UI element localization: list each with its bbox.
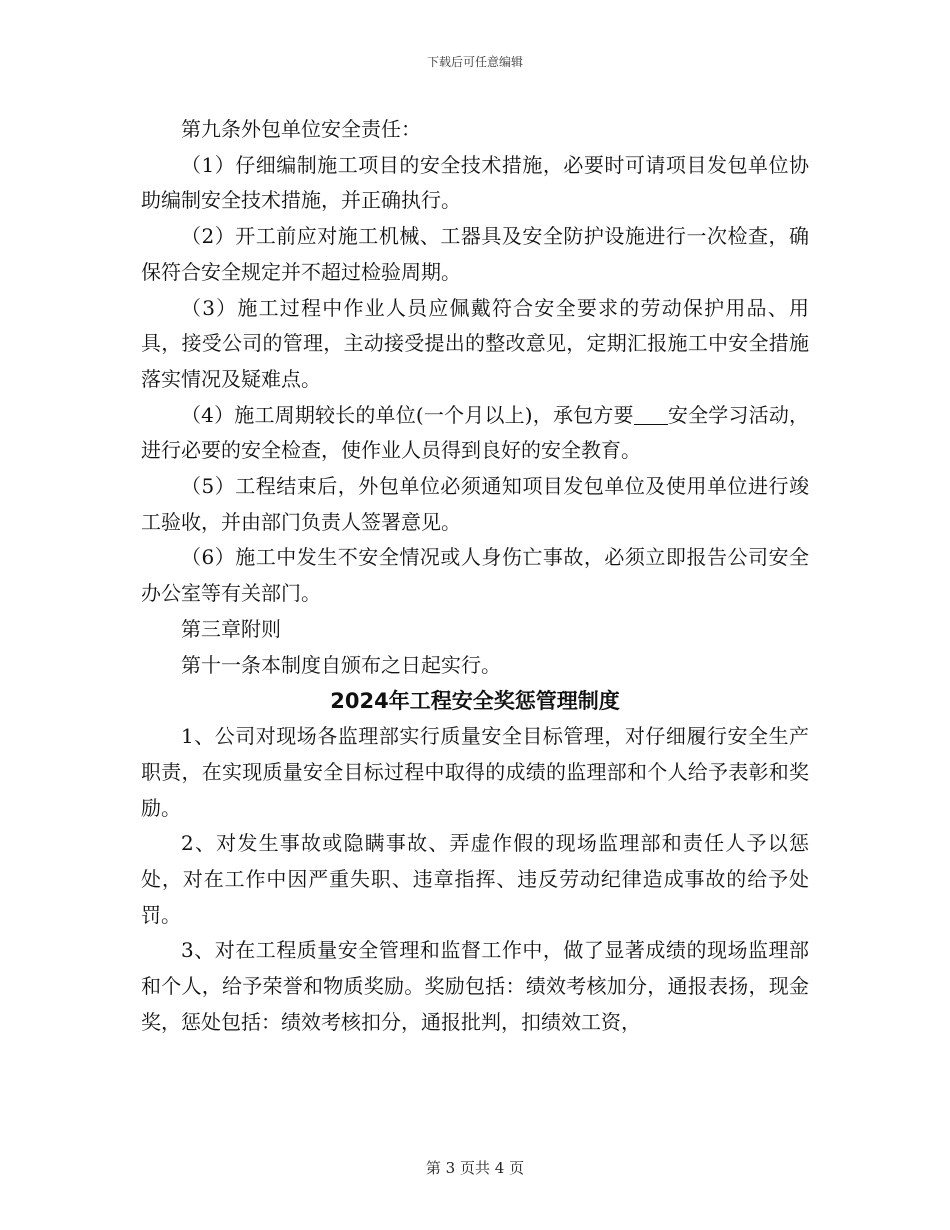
article-11: 第十一条本制度自颁布之日起实行。: [181, 652, 501, 677]
chapter-3-heading: 第三章附则: [181, 616, 281, 641]
article-9-heading: 第九条外包单位安全责任：: [181, 117, 421, 141]
section-title: 2024年工程安全奖惩管理制度: [330, 689, 620, 714]
article-9-item-5: （5）工程结束后，外包单位必须通知项目发包单位及使用单位进行竣工验收，并由部门负责人签署意见。: [141, 474, 809, 534]
fill-in-blank: [634, 404, 668, 425]
reward-item-3: 3、对在工程质量安全管理和监督工作中，做了显著成绩的现场监理部和个人，给予荣誉和物质奖励。奖励包括：绩效考核加分，通报表扬，现金奖，惩处包括：绩效考核扣分，通报批判，扣绩效工资，: [141, 938, 809, 1034]
reward-item-2: 2、对发生事故或隐瞒事故、弄虚作假的现场监理部和责任人予以惩处，对在工作中因严重失职、违章指挥、违反劳动纪律造成事故的给予处罚。: [141, 831, 809, 927]
item-4-text-before: （4）施工周期较长的单位(一个月以上)，承包方要: [181, 402, 634, 427]
article-9-item-6: （6）施工中发生不安全情况或人身伤亡事故，必须立即报告公司安全办公室等有关部门。: [141, 545, 809, 606]
item-4-text-after: 安全学习活动，进行必要的安全检查，使作业人员得到良好的安全教育。: [141, 402, 809, 463]
article-9-item-3: （3）施工过程中作业人员应佩戴符合安全要求的劳动保护用品、用具，接受公司的管理，主动接受提出的整改意见，定期汇报施工中安全措施落实情况及疑难点。: [141, 295, 809, 391]
page-header: 下载后可任意编辑: [426, 55, 523, 69]
page-footer: 第 3 页共 4 页: [425, 1159, 525, 1177]
reward-item-1: 1、公司对现场各监理部实行质量安全目标管理，对仔细履行安全生产职责，在实现质量安全目标过程中取得的成绩的监理部和个人给予表彰和奖励。: [141, 724, 809, 820]
article-9-item-2: （2）开工前应对施工机械、工器具及安全防护设施进行一次检查，确保符合安全规定并不超过检验周期。: [141, 224, 809, 284]
article-9-item-1: （1）仔细编制施工项目的安全技术措施，必要时可请项目发包单位协助编制安全技术措施，并正确执行。: [141, 152, 809, 213]
document-body: [141, 112, 809, 1041]
article-9-item-4: [141, 398, 809, 469]
